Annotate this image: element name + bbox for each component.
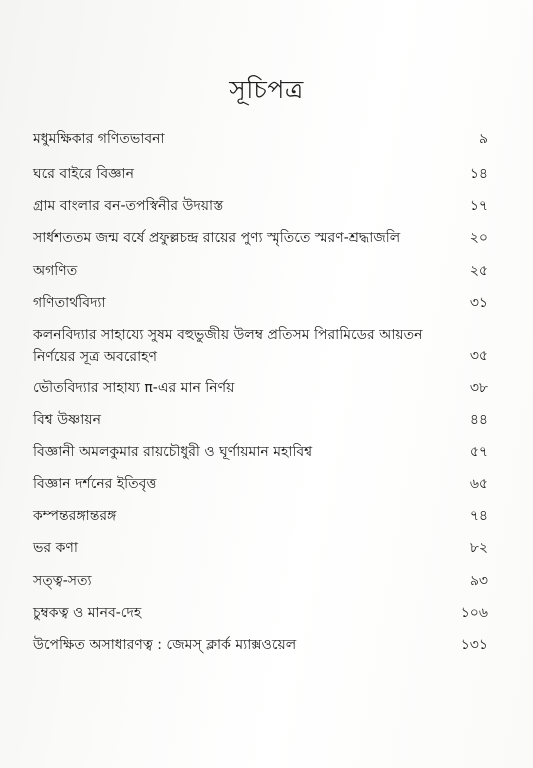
toc-entry-title: মধুমক্ষিকার গণিতভাবনা [33,131,165,147]
toc-entry-title: সার্ধশততম জন্ম বর্ষে প্রফুল্লচন্দ্র রায়ের পুণ্য স্মৃতিতে স্মরণ-শ্রদ্ধাজলি [33,230,401,246]
toc-entry-page: ৪৪ [469,412,488,428]
toc-entry-title: বিজ্ঞানী অমলকুমার রায়চৌধুরী ও ঘূর্ণায়মান মহাবিশ্ব [33,444,313,460]
toc-entry-title: বিজ্ঞান দর্শনের ইতিবৃত্ত [33,476,157,492]
toc-entry-page: ৮২ [469,540,488,556]
toc-entry-title: চুম্বকত্ব ও মানব-দেহ [33,605,142,621]
toc-entry-page: ৩১ [469,295,488,311]
toc-entry-page: ৯ [478,131,488,147]
toc-entry-page: ৩৮ [469,380,488,396]
toc-entry-title: ভৌতবিদ্যার সাহায্য π-এর মান নির্ণয় [33,380,235,396]
toc-entry-page: ৬৫ [469,476,488,492]
toc-entry-title: গণিতার্থবিদ্যা [33,295,106,311]
page-title: সূচিপত্র [229,75,304,104]
toc-entry-title: কম্পন্তরঙ্গান্তরঙ্গ [33,508,117,524]
toc-entry-page: ১৪ [469,166,488,182]
toc-entry-page: ৫৭ [469,444,488,460]
toc-entry-page: ২৫ [469,263,488,279]
toc-entry-page: ১৩১ [460,637,488,653]
toc-entry-page: ৯৩ [469,573,488,589]
toc-entry-title: কলনবিদ্যার সাহায্যে সুষম বহুভুজীয় উলম্ব প্রতিসম পিরামিডের আয়তন নির্ণয়ের সূত্র অবরোহণ [33,327,423,365]
toc-entry-title: উপেক্ষিত অসাধারণত্ব : জেমস্ ক্লার্ক ম্যাক্সওয়েল [33,637,297,653]
toc-entry-page: ১৭ [469,198,488,214]
toc-entry-page: ৭৪ [469,508,488,524]
toc-entry-title: সত্ত্ব-সত্য [33,573,92,589]
toc-entry-page: ৩৫ [469,348,488,364]
toc-entry-title: অগণিত [33,263,78,279]
toc-entry-title: ঘরে বাইরে বিজ্ঞান [33,166,134,182]
toc-entry-page: ২০ [469,230,488,246]
toc-entry-title: বিশ্ব উষ্ণায়ন [33,412,101,428]
toc-entry-title: গ্রাম বাংলার বন-তপস্বিনীর উদয়াস্ত [33,198,224,214]
toc-entry-title: ভর কণা [33,540,78,556]
toc-entry-page: ১০৬ [460,605,488,621]
